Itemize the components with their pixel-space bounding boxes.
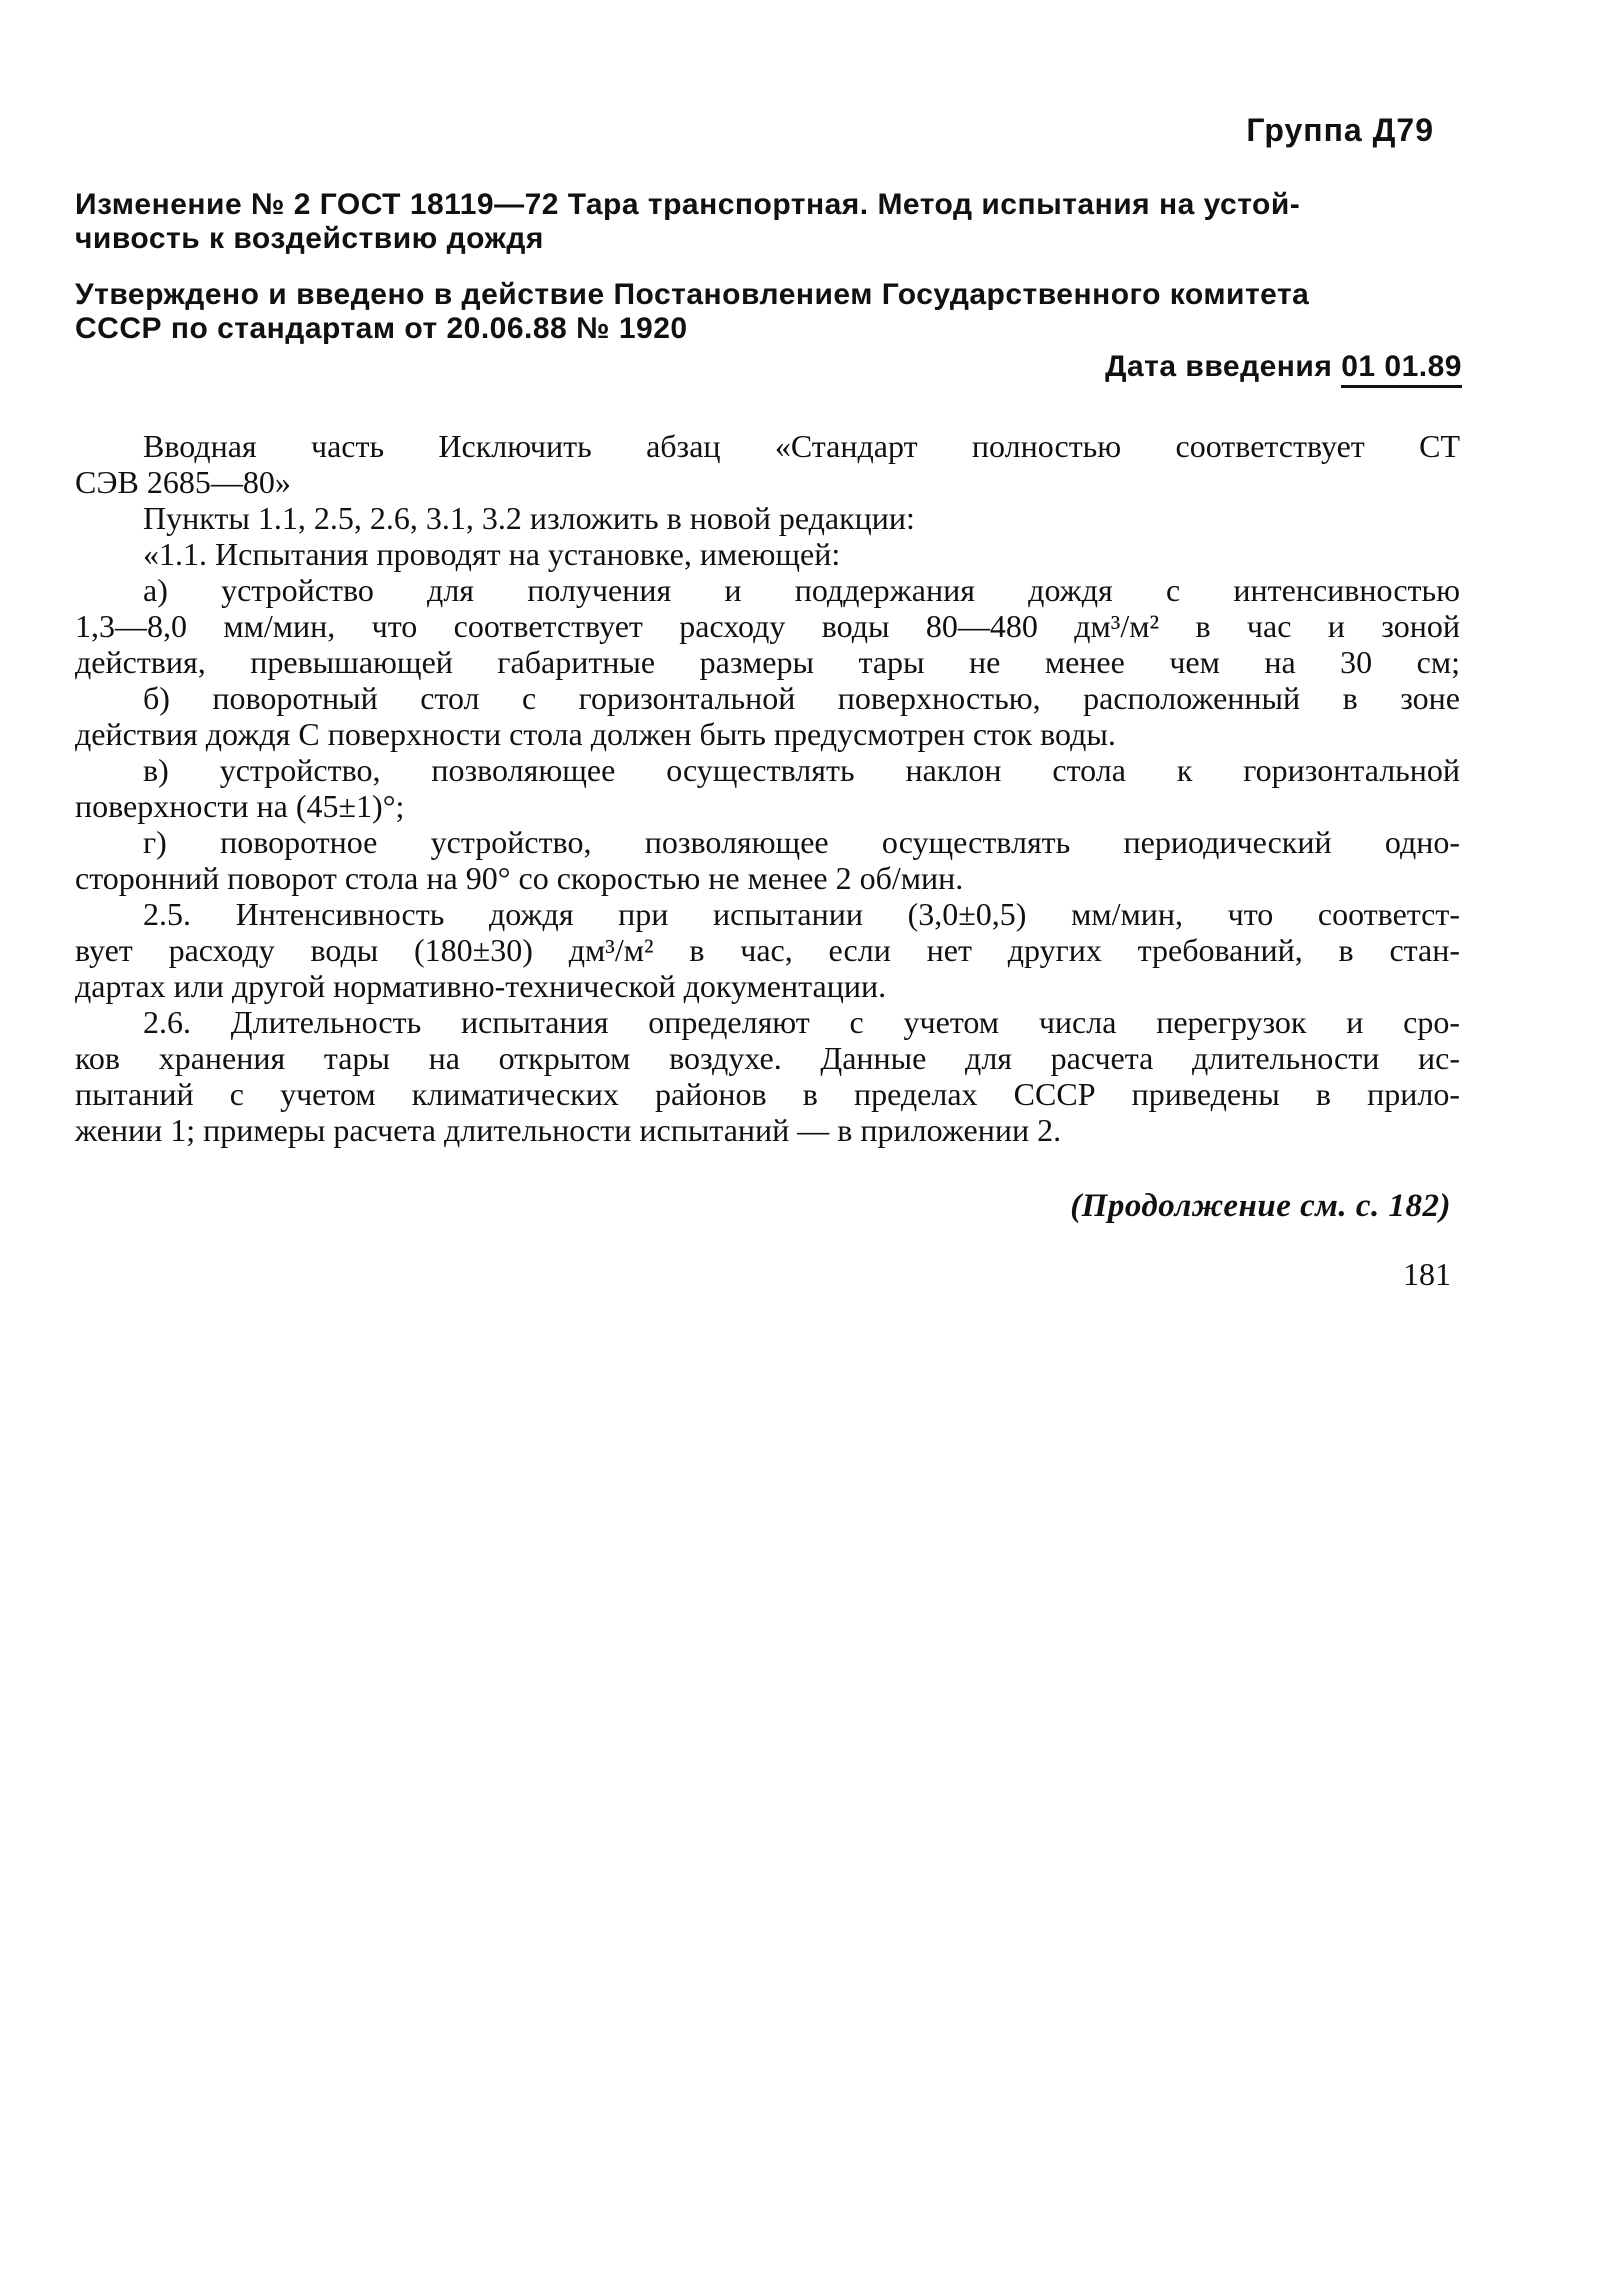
- change-heading: [75, 188, 1460, 256]
- effective-date-label: Дата введения: [1105, 350, 1333, 383]
- body-line: сторонний поворот стола на 90° со скоростью не менее 2 об/мин.: [75, 860, 964, 896]
- body-line: Вводная часть Исключить абзац «Стандарт полностью соответствует СТ: [143, 428, 1460, 464]
- body-line: жении 1; примеры расчета длительности испытаний — в приложении 2.: [75, 1112, 1062, 1148]
- group-code: Группа Д79: [1246, 112, 1434, 148]
- approval-line: Утверждено и введено в действие Постановлением Государственного комитета: [75, 278, 1310, 311]
- body-line: действия, превышающей габаритные размеры тары не менее чем на 30 см;: [75, 644, 1460, 680]
- effective-date-value: 01 01.89: [1341, 350, 1462, 388]
- continuation-note: (Продолжение см. с. 182): [1070, 1188, 1451, 1224]
- body-line: в) устройство, позволяющее осуществлять наклон стола к горизонтальной: [143, 752, 1460, 788]
- body-line: б) поворотный стол с горизонтальной поверхностью, расположенный в зоне: [143, 680, 1460, 716]
- body-line: Пункты 1.1, 2.5, 2.6, 3.1, 3.2 изложить в новой редакции:: [143, 500, 915, 536]
- body-line: ков хранения тары на открытом воздухе. Данные для расчета длительности ис-: [75, 1040, 1460, 1076]
- change-heading-line: Изменение № 2 ГОСТ 18119—72 Тара транспортная. Метод испытания на устой-: [75, 188, 1301, 221]
- body-line: вует расходу воды (180±30) дм³/м² в час, если нет других требований, в стан-: [75, 932, 1460, 968]
- body-line: действия дождя С поверхности стола должен быть предусмотрен сток воды.: [75, 716, 1116, 752]
- body-line: г) поворотное устройство, позволяющее осуществлять периодический одно-: [143, 824, 1460, 860]
- body-text: [75, 428, 1460, 1148]
- body-line: 2.5. Интенсивность дождя при испытании (3,0±0,5) мм/мин, что соответст-: [143, 896, 1460, 932]
- page-number: 181: [1403, 1256, 1451, 1292]
- effective-date: [1105, 350, 1462, 384]
- body-line: СЭВ 2685—80»: [75, 464, 291, 500]
- body-line: поверхности на (45±1)°;: [75, 788, 405, 824]
- body-line: пытаний с учетом климатических районов в пределах СССР приведены в прило-: [75, 1076, 1460, 1112]
- body-line: «1.1. Испытания проводят на установке, имеющей:: [143, 536, 841, 572]
- approval-line: СССР по стандартам от 20.06.88 № 1920: [75, 312, 688, 345]
- approval-statement: [75, 278, 1460, 346]
- change-heading-line: чивость к воздействию дождя: [75, 222, 544, 255]
- body-line: 2.6. Длительность испытания определяют с учетом числа перегрузок и сро-: [143, 1004, 1460, 1040]
- body-line: дартах или другой нормативно-технической документации.: [75, 968, 887, 1004]
- body-line: а) устройство для получения и поддержания дождя с интенсивностью: [143, 572, 1460, 608]
- body-line: 1,3—8,0 мм/мин, что соответствует расходу воды 80—480 дм³/м² в час и зоной: [75, 608, 1460, 644]
